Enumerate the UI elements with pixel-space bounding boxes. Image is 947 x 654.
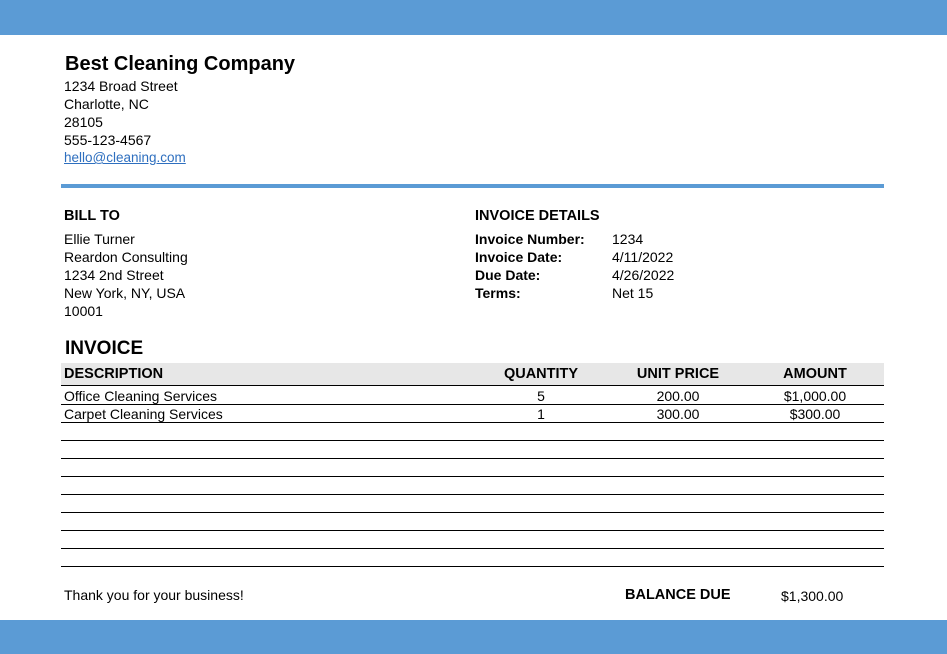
bill-to-name: Ellie Turner <box>64 231 135 247</box>
table-row-divider <box>61 476 884 477</box>
items-table-header <box>61 363 884 386</box>
table-row-divider <box>61 404 884 405</box>
invoice-date-value: 4/11/2022 <box>612 249 674 265</box>
item-amount: $1,000.00 <box>783 388 847 404</box>
table-row-divider <box>61 494 884 495</box>
bill-to-city-state: New York, NY, USA <box>64 285 186 301</box>
company-street: 1234 Broad Street <box>64 78 178 94</box>
bill-to-heading: BILL TO <box>64 208 120 224</box>
table-row-divider <box>61 458 884 459</box>
column-header-amount: AMOUNT <box>783 366 847 382</box>
item-quantity: 1 <box>537 406 545 422</box>
table-row-divider <box>61 512 884 513</box>
table-row-divider <box>61 548 884 549</box>
terms-label: Terms: <box>475 285 521 301</box>
due-date-label: Due Date: <box>475 267 541 283</box>
item-description: Carpet Cleaning Services <box>64 406 223 422</box>
invoice-details-heading: INVOICE DETAILS <box>475 208 600 224</box>
item-unit-price: 300.00 <box>656 406 700 422</box>
invoice-date-label: Invoice Date: <box>475 249 563 265</box>
due-date-value: 4/26/2022 <box>612 267 675 283</box>
column-header-description: DESCRIPTION <box>64 366 164 382</box>
balance-due-label: BALANCE DUE <box>625 587 731 603</box>
table-row-divider <box>61 566 884 567</box>
terms-value: Net 15 <box>612 285 654 301</box>
company-city-state: Charlotte, NC <box>64 96 149 112</box>
invoice-number-value: 1234 <box>612 231 644 247</box>
item-amount: $300.00 <box>789 406 841 422</box>
item-unit-price: 200.00 <box>656 388 700 404</box>
table-row-divider <box>61 422 884 423</box>
invoice-title: INVOICE <box>65 338 144 359</box>
header-divider <box>61 184 884 188</box>
thank-you-note: Thank you for your business! <box>64 587 244 603</box>
company-email-link[interactable]: hello@cleaning.com <box>64 150 186 165</box>
bill-to-zip: 10001 <box>64 303 103 319</box>
column-header-unit-price: UNIT PRICE <box>636 366 720 382</box>
bill-to-company: Reardon Consulting <box>64 249 188 265</box>
top-banner <box>0 0 947 35</box>
table-row-divider <box>61 440 884 441</box>
item-quantity: 5 <box>537 388 545 404</box>
column-header-quantity: QUANTITY <box>503 366 579 382</box>
bill-to-street: 1234 2nd Street <box>64 267 164 283</box>
company-phone: 555-123-4567 <box>64 132 152 148</box>
company-name: Best Cleaning Company <box>65 53 296 75</box>
item-description: Office Cleaning Services <box>64 388 218 404</box>
company-zip: 28105 <box>64 114 103 130</box>
table-row-divider <box>61 530 884 531</box>
bottom-banner <box>0 620 947 654</box>
balance-due-value: $1,300.00 <box>781 588 844 604</box>
invoice-number-label: Invoice Number: <box>475 231 585 247</box>
